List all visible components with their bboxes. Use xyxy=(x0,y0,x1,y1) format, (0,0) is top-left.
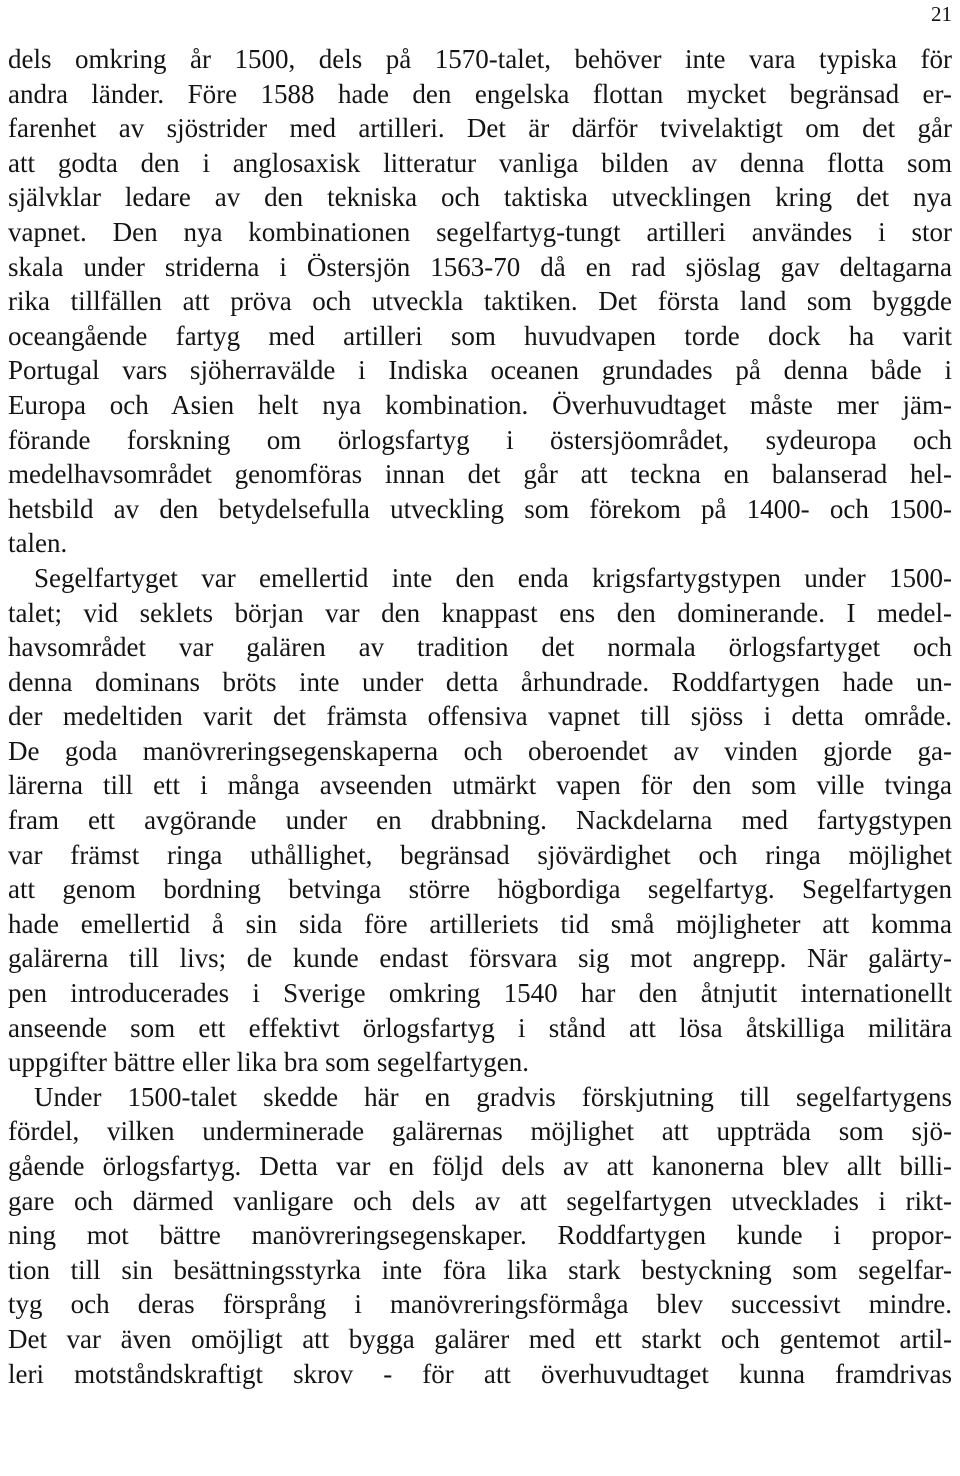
text-line: oceangående fartyg med artilleri som huvudvapen torde dock ha varit xyxy=(8,320,952,351)
text-line: Europa och Asien helt nya kombination. Överhuvudtaget måste mer jäm- xyxy=(8,389,952,420)
text-line: farenhet av sjöstrider med artilleri. Det är därför tvivelaktigt om det går xyxy=(8,113,952,144)
text-line: De goda manövreringsegenskaperna och oberoendet av vinden gjorde ga- xyxy=(8,735,952,766)
text-line: fördel, vilken underminerade galärernas möjlighet att uppträda som sjö- xyxy=(8,1116,952,1147)
page-number: 21 xyxy=(931,2,952,26)
text-line: tyg och deras försprång i manövreringsförmåga blev successivt mindre. xyxy=(8,1289,952,1320)
text-line: förande forskning om örlogsfartyg i östersjöområdet, sydeuropa och xyxy=(8,424,952,455)
text-line: Under 1500-talet skedde här en gradvis förskjutning till segelfartygens xyxy=(34,1081,952,1112)
text-line: talet; vid seklets början var den knappast ens den dominerande. I medel- xyxy=(8,597,952,628)
text-line: galärerna till livs; de kunde endast försvara sig mot angrepp. När galärty- xyxy=(8,943,952,974)
text-line: självklar ledare av den tekniska och taktiska utvecklingen kring det nya xyxy=(8,182,952,213)
text-line: gående örlogsfartyg. Detta var en följd dels av att kanonerna blev allt billi- xyxy=(8,1151,952,1181)
text-line: dels omkring år 1500, dels på 1570-talet, behöver inte vara typiska för xyxy=(8,44,952,74)
text-line: andra länder. Före 1588 hade den engelska flottan mycket begränsad er- xyxy=(8,78,952,109)
text-line: uppgifter bättre eller lika bra som segelfartygen. xyxy=(8,1047,530,1078)
text-line: var främst ringa uthållighet, begränsad sjövärdighet och ringa möjlighet xyxy=(8,839,952,870)
text-line: Portugal vars sjöherravälde i Indiska oceanen grundades på denna både i xyxy=(8,355,952,386)
text-line: att genom bordning betvinga större högbordiga segelfartyg. Segelfartygen xyxy=(8,874,952,905)
text-line: talen. xyxy=(8,528,68,559)
text-line: hade emellertid å sin sida före artilleriets tid små möjligheter att komma xyxy=(8,908,952,939)
text-line: pen introducerades i Sverige omkring 1540 har den åtnjutit internationellt xyxy=(8,978,952,1009)
text-line: havsområdet var galären av tradition det normala örlogsfartyget och xyxy=(8,632,952,663)
text-line: medelhavsområdet genomföras innan det går att teckna en balanserad hel- xyxy=(8,459,952,490)
text-line: fram ett avgörande under en drabbning. Nackdelarna med fartygstypen xyxy=(8,805,952,836)
text-line: skala under striderna i Östersjön 1563-70 då en rad sjöslag gav deltagarna xyxy=(8,251,952,282)
text-line: Segelfartyget var emellertid inte den enda krigsfartygstypen under 1500- xyxy=(34,562,952,593)
text-line: anseende som ett effektivt örlogsfartyg i stånd att lösa åtskilliga militära xyxy=(8,1012,952,1043)
text-line: gare och därmed vanligare och dels av att segelfartygen utvecklades i rikt- xyxy=(8,1185,952,1216)
text-line: rika tillfällen att pröva och utveckla taktiken. Det första land som byggde xyxy=(8,286,952,317)
text-line: ning mot bättre manövreringsegenskaper. Roddfartygen kunde i propor- xyxy=(8,1220,952,1251)
text-line: att godta den i anglosaxisk litteratur vanliga bilden av denna flotta som xyxy=(8,147,952,178)
text-line: lärerna till ett i många avseenden utmärkt vapen för den som ville tvinga xyxy=(8,770,952,801)
text-line: denna dominans bröts inte under detta århundrade. Roddfartygen hade un- xyxy=(8,666,952,697)
text-line: hetsbild av den betydelsefulla utveckling som förekom på 1400- och 1500- xyxy=(8,493,952,524)
text-line: leri motståndskraftigt skrov - för att överhuvudtaget kunna framdrivas xyxy=(8,1358,952,1389)
text-line: tion till sin besättningsstyrka inte föra lika stark bestyckning som segelfar- xyxy=(8,1254,952,1285)
text-line: vapnet. Den nya kombinationen segelfartyg-tungt artilleri användes i stor xyxy=(8,216,952,247)
text-line: Det var även omöjligt att bygga galärer med ett starkt och gentemot artil- xyxy=(8,1323,952,1354)
text-line: der medeltiden varit det främsta offensiva vapnet till sjöss i detta område. xyxy=(8,701,952,732)
body-text xyxy=(8,42,952,1391)
